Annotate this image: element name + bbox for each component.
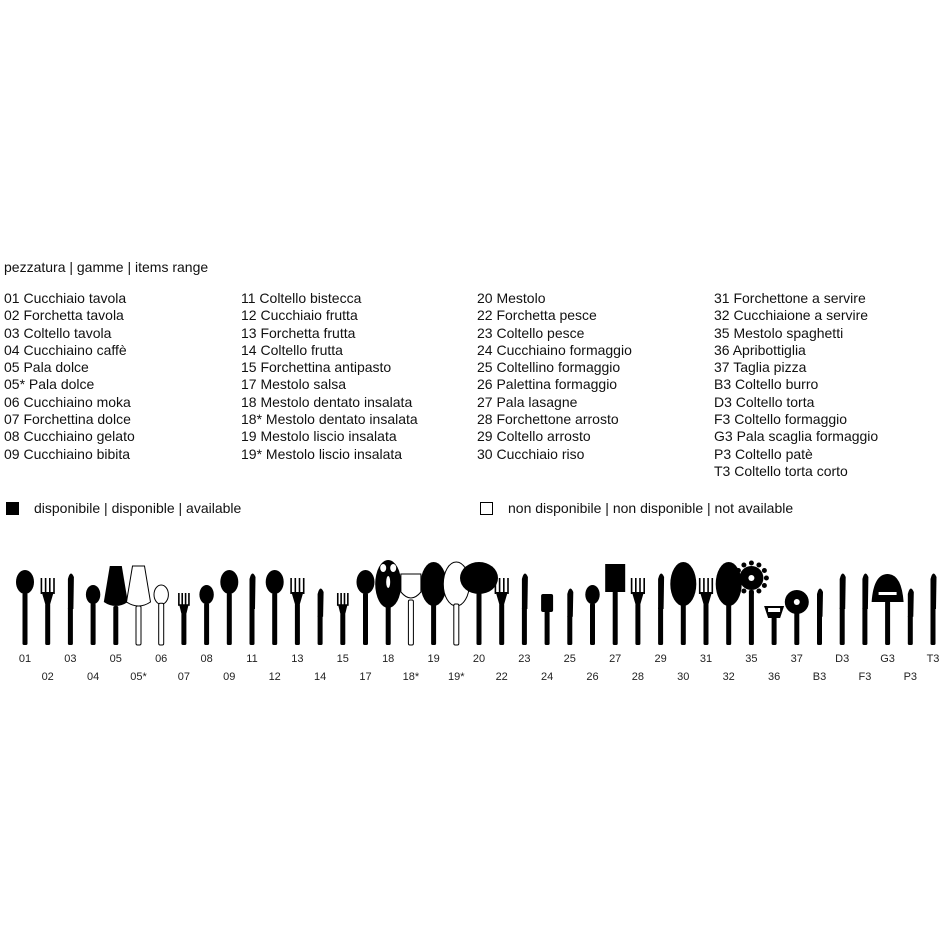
utensil-label: 02 [41,671,54,683]
item-36: 36 Apribottiglia [714,341,806,358]
item-37: 37 Taglia pizza [714,359,807,376]
item-19: 19 Mestolo liscio insalata [241,428,397,445]
utensil-25 [567,588,573,645]
item-12: 12 Cucchiaio frutta [241,307,358,324]
utensil-label: 03 [64,653,77,665]
utensil-label: 24 [540,671,554,683]
legend-not-available [480,500,793,516]
filled-square-icon [6,502,19,515]
utensil-26 [585,585,599,645]
utensil-01 [16,570,34,645]
item-06: 06 Cucchiaino moka [4,393,131,410]
utensil-label: 37 [790,653,803,665]
item-f3: F3 Coltello formaggio [714,411,848,428]
utensil-f3 [862,573,868,645]
items-column-2 [241,290,418,463]
utensil-label: 15 [336,653,349,665]
item-07: 07 Forchettina dolce [4,411,131,428]
utensil-d3 [840,573,846,645]
utensil-label: 27 [609,653,622,665]
utensil-12 [266,570,284,645]
utensil-label: B3 [812,671,827,683]
utensil-label: G3 [880,653,895,665]
item-28: 28 Forchettone arrosto [477,411,619,428]
utensil-label: 05* [130,671,147,683]
utensil-18 [375,560,401,645]
utensil-label: 35 [745,653,758,665]
utensil-label: T3 [926,653,940,665]
utensil-label: P3 [903,671,918,683]
utensil-02 [41,578,55,645]
utensil-label: 32 [722,671,735,683]
legend-available-label: disponibile | disponible | available [34,500,242,516]
item-35: 35 Mestolo spaghetti [714,324,844,341]
utensil-t3 [931,573,937,645]
item-24: 24 Cucchiaino formaggio [477,341,632,358]
utensil-label: 29 [654,653,667,665]
utensil-label: 20 [472,653,486,665]
item-31: 31 Forchettone a servire [714,290,866,306]
utensil-p3 [908,588,914,645]
item-17: 17 Mestolo salsa [241,376,347,393]
utensil-05 [104,566,128,645]
item-15: 15 Forchettina antipasto [241,359,392,376]
item-26: 26 Palettina formaggio [477,376,618,393]
utensil-36 [764,606,784,645]
utensil-15 [337,593,349,645]
item-05: 05 Pala dolce [4,359,89,376]
item-p3: P3 Coltello patè [714,445,813,462]
item-02: 02 Forchetta tavola [4,307,124,324]
item-18: 18 Mestolo dentato insalata [241,393,413,410]
utensil-29 [658,573,664,645]
utensil-label: 18 [382,653,395,665]
utensil-18-star [401,574,421,645]
item-01: 01 Cucchiaio tavola [4,290,127,306]
utensil-20 [460,562,498,645]
legend-not-available-label: non disponibile | non disponible | not available [508,500,794,516]
utensil-label: 05 [109,653,122,665]
item-05-star: 05* Pala dolce [4,376,95,393]
utensil-05-star [127,566,151,645]
utensil-label: 06 [155,653,168,665]
utensil-label: 31 [699,653,713,665]
utensil-17 [357,570,375,645]
item-04: 04 Cucchiaino caffè [4,341,127,358]
utensil-label: 28 [631,671,645,683]
utensil-label: F3 [858,671,872,683]
utensil-g3 [872,574,904,645]
utensil-label: 22 [495,671,508,683]
utensil-04 [86,585,100,645]
item-b3: B3 Coltello burro [714,376,819,393]
page-title: pezzatura | gamme | items range [4,259,209,275]
utensil-09 [220,570,238,645]
item-03: 03 Coltello tavola [4,324,112,341]
utensil-label: 18* [402,671,420,683]
utensil-label: 14 [313,671,327,683]
item-t3: T3 Coltello torta corto [714,462,848,479]
utensil-label: 26 [586,671,599,683]
item-22: 22 Forchetta pesce [477,307,597,324]
item-20: 20 Mestolo [477,290,546,306]
utensil-label: 13 [291,653,304,665]
item-32: 32 Cucchiaione a servire [714,307,869,324]
item-g3: G3 Pala scaglia formaggio [714,428,879,445]
utensil-14 [318,588,324,645]
utensil-label: 11 [246,653,258,665]
item-08: 08 Cucchiaino gelato [4,428,135,445]
utensil-label: 08 [200,653,213,665]
utensil-label: 25 [563,653,576,665]
utensil-07 [178,593,190,645]
utensil-label: 30 [677,671,690,683]
utensil-03 [68,573,74,645]
utensil-b3 [817,588,823,645]
utensil-19 [421,562,447,645]
utensil-31 [699,578,713,645]
utensil-24 [541,594,553,645]
utensil-label: 19 [427,653,440,665]
utensil-label: 04 [86,671,100,683]
utensil-08 [199,585,213,645]
utensil-label: 07 [177,671,191,683]
items-column-1 [4,290,135,463]
utensil-label: 23 [518,653,531,665]
utensil-37 [785,590,809,645]
utensil-label: 12 [268,671,281,683]
utensil-label: 17 [359,671,372,683]
utensil-06 [154,585,168,645]
items-column-3 [477,290,632,463]
utensil-22 [495,578,509,645]
utensil-30 [670,562,696,645]
item-27: 27 Pala lasagne [477,393,578,410]
utensil-label: 19* [448,671,465,683]
utensil-label: D3 [835,653,850,665]
utensil-label: 36 [767,671,781,683]
utensil-label: 01 [18,653,32,665]
utensil-28 [631,578,645,645]
item-14: 14 Coltello frutta [241,341,343,358]
utensil-11 [250,573,256,645]
item-d3: D3 Coltello torta [714,393,815,410]
utensil-27 [605,564,625,645]
items-column-4 [714,290,878,480]
utensil-label: 09 [223,671,236,683]
item-13: 13 Forchetta frutta [241,324,356,341]
legend-available [6,500,241,516]
utensil-32 [716,562,742,645]
item-19-star: 19* Mestolo liscio insalata [241,445,403,462]
utensil-13 [290,578,304,645]
item-18-star: 18* Mestolo dentato insalata [241,411,418,428]
item-29: 29 Coltello arrosto [477,428,591,445]
empty-square-icon [480,502,493,515]
item-30: 30 Cucchiaio riso [477,445,585,462]
item-11: 11 Coltello bistecca [241,290,362,306]
utensil-23 [522,573,528,645]
item-09: 09 Cucchiaino bibita [4,445,131,462]
item-23: 23 Coltello pesce [477,324,585,341]
item-25: 25 Coltellino formaggio [477,359,621,376]
